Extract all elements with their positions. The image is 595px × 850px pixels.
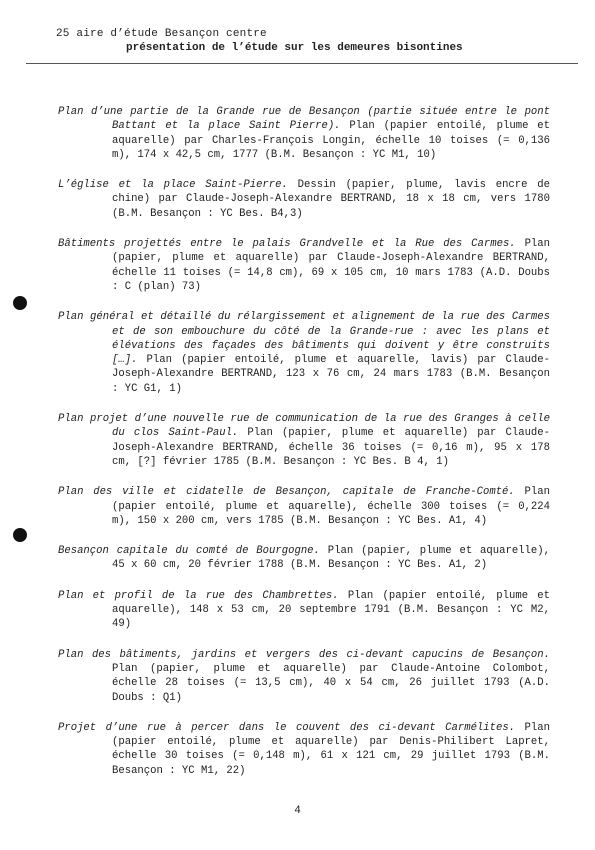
entry-description: Dessin (papier, plume, lavis encre de chine) par Claude-Joseph-Alexandre BERTRAND, 18 x 18 cm, vers 1780 (B.M. Besançon : YC Bes. B4,3) bbox=[112, 179, 550, 220]
entry-title: Projet d’une rue à percer dans le couvent des ci-devant Carmélites. bbox=[58, 721, 516, 734]
bibliography-entry bbox=[58, 178, 550, 221]
bibliography-entry bbox=[58, 485, 550, 528]
entry-description: Plan (papier entoilé, plume et aquarelle, lavis) par Claude-Joseph-Alexandre BERTRAND, 123 x 76 cm, 24 mars 1783 (B.M. Besançon : YC G1, 1) bbox=[112, 354, 550, 395]
header-section: aire d’étude Besançon centre bbox=[76, 28, 267, 40]
header-section-line bbox=[56, 28, 267, 40]
bibliography-entry bbox=[58, 105, 550, 162]
bibliography-entry bbox=[58, 237, 550, 294]
margin-bullet-marker bbox=[13, 528, 27, 542]
entry-description: Plan (papier, plume et aquarelle) par Claude-Antoine Colombot, échelle 28 toises (= 13,5 cm), 40 x 54 cm, 26 juillet 1793 (A.D. Doubs : Q1) bbox=[112, 662, 550, 704]
margin-bullet-marker bbox=[13, 296, 27, 310]
entry-description: Plan (papier, plume et aquarelle) par Claude-Joseph-Alexandre BERTRAND, échelle 36 toises (= 0,16 m), 95 x 178 cm, [?] février 1785 (B.M. Besançon : YC Bes. B 4, 1) bbox=[112, 427, 550, 468]
header-subtitle: présentation de l’étude sur les demeures bisontines bbox=[126, 42, 463, 54]
entry-title: Plan des bâtiments, jardins et vergers des ci-devant capucins de Besançon. bbox=[58, 648, 550, 661]
entry-title: Plan général et détaillé du rélargissement et alignement de la rue des Carmes et de son embouchure du côté de la Grande-rue : avec les plans et élévations des façades des bâtiments qui doivent y être construits […]. bbox=[58, 311, 550, 367]
entry-description: Plan (papier entoilé, plume et aquarelle) par Denis-Philibert Lapret, échelle 30 toises (= 0,148 m), 61 x 121 cm, 29 juillet 1793 (B.M. Besançon : YC M1, 22) bbox=[112, 721, 550, 777]
header-divider bbox=[26, 63, 578, 64]
bibliography-entry bbox=[58, 544, 550, 573]
entry-description: Plan (papier, plume et aquarelle) par Claude-Joseph-Alexandre BERTRAND, échelle 11 toises (= 14,8 cm), 69 x 105 cm, 10 mars 1783 (A.D. Doubs : C (plan) 73) bbox=[112, 238, 550, 293]
entry-title: L’église et la place Saint-Pierre. bbox=[58, 179, 288, 192]
header-page-ref: 25 bbox=[56, 28, 70, 40]
bibliography-entry bbox=[58, 648, 550, 705]
page-number: 4 bbox=[294, 805, 301, 817]
entry-title: Plan projet d’une nouvelle rue de communication de la rue des Granges à celle du clos Saint-Paul. bbox=[58, 413, 550, 440]
bibliography-list bbox=[58, 105, 550, 794]
bibliography-entry bbox=[58, 589, 550, 632]
entry-title: Bâtiments projettés entre le palais Grandvelle et la Rue des Carmes. bbox=[58, 238, 516, 251]
bibliography-entry bbox=[58, 721, 550, 778]
entry-title: Plan d’une partie de la Grande rue de Besançon (partie située entre le pont Battant et la place Saint Pierre). bbox=[58, 106, 550, 133]
entry-title: Besançon capitale du comté de Bourgogne. bbox=[58, 545, 320, 558]
entry-title: Plan des ville et cidatelle de Besançon, capitale de Franche-Comté. bbox=[58, 486, 515, 499]
entry-description: Plan (papier, plume et aquarelle), 45 x 60 cm, 20 février 1788 (B.M. Besançon : YC Bes. A1, 2) bbox=[112, 545, 550, 572]
bibliography-entry bbox=[58, 310, 550, 396]
bibliography-entry bbox=[58, 412, 550, 469]
entry-description: Plan (papier entoilé, plume et aquarelle), 148 x 53 cm, 20 septembre 1791 (B.M. Besançon : YC M2, 49) bbox=[112, 589, 550, 631]
entry-title: Plan et profil de la rue des Chambrettes. bbox=[58, 589, 339, 602]
entry-description: Plan (papier entoilé, plume et aquarelle), échelle 300 toises (= 0,224 m), 150 x 200 cm, vers 1785 (B.M. Besançon : YC Bes. A1, 4) bbox=[112, 486, 550, 527]
entry-description: Plan (papier entoilé, plume et aquarelle) par Charles-François Longin, échelle 10 toises (= 0,136 m), 174 x 42,5 cm, 1777 (B.M. Besançon : YC M1, 10) bbox=[112, 120, 550, 161]
